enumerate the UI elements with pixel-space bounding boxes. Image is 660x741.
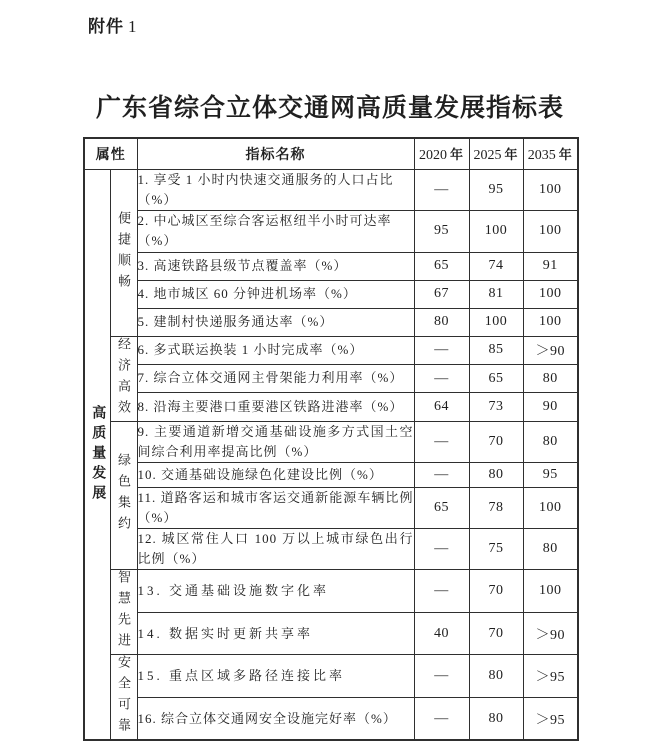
table-row-10 <box>84 462 578 487</box>
indicator-name-11: 11. 道路客运和城市客运交通新能源车辆比例（%） <box>137 487 414 528</box>
value-2025-row3: 74 <box>469 252 523 280</box>
value-2035-row4: 100 <box>523 280 578 308</box>
value-2025-row15: 80 <box>469 655 523 698</box>
value-2025-row12: 75 <box>469 529 523 570</box>
value-2035-row11: 100 <box>523 487 578 528</box>
attachment-label <box>88 12 138 37</box>
value-2020-row5: 80 <box>414 308 469 336</box>
indicator-name-13: 13. 交通基础设施数字化率 <box>137 570 414 613</box>
table-row-11 <box>84 487 578 528</box>
table-row-5 <box>84 308 578 336</box>
value-2020-row3: 65 <box>414 252 469 280</box>
value-2020-row1: — <box>414 170 469 211</box>
indicator-name-12: 12. 城区常住人口 100 万以上城市绿色出行比例（%） <box>137 529 414 570</box>
value-2025-row9: 70 <box>469 421 523 462</box>
value-2035-row3: 91 <box>523 252 578 280</box>
value-2025-row16: 80 <box>469 698 523 741</box>
table-row-7 <box>84 364 578 392</box>
value-2020-row6: — <box>414 336 469 364</box>
table-row-4 <box>84 280 578 308</box>
value-2035-row15: ＞95 <box>523 655 578 698</box>
value-2035-row7: 80 <box>523 364 578 392</box>
attribute-main-cell <box>84 170 110 741</box>
value-2020-row4: 67 <box>414 280 469 308</box>
col-header-year-2025 <box>469 138 523 170</box>
col-header-indicator-name: 指标名称 <box>137 138 414 170</box>
indicator-name-7: 7. 综合立体交通网主骨架能力利用率（%） <box>137 364 414 392</box>
value-2035-row10: 95 <box>523 462 578 487</box>
table-row-1 <box>84 170 578 211</box>
col-header-attribute: 属性 <box>84 138 137 170</box>
value-2025-row6: 85 <box>469 336 523 364</box>
table-row-9 <box>84 421 578 462</box>
value-2025-row14: 70 <box>469 612 523 655</box>
value-2035-row9: 80 <box>523 421 578 462</box>
attribute-group-cell-3 <box>110 421 137 570</box>
col-header-year-2035 <box>523 138 578 170</box>
value-2020-row2: 95 <box>414 211 469 252</box>
attribute-group-label-1: 便捷顺畅 <box>116 210 131 295</box>
value-2020-row16: — <box>414 698 469 741</box>
year-2025-unit: 年 <box>504 147 519 162</box>
year-2035-unit: 年 <box>558 147 573 162</box>
value-2025-row13: 70 <box>469 570 523 613</box>
attribute-group-cell-2 <box>110 336 137 421</box>
value-2020-row9: — <box>414 421 469 462</box>
attachment-prefix: 附件 <box>88 17 124 36</box>
attribute-group-label-5: 安全可靠 <box>116 655 131 740</box>
value-2020-row10: — <box>414 462 469 487</box>
indicator-name-3: 3. 高速铁路县级节点覆盖率（%） <box>137 252 414 280</box>
indicator-table <box>83 137 579 741</box>
indicator-name-6: 6. 多式联运换装 1 小时完成率（%） <box>137 336 414 364</box>
indicator-name-5: 5. 建制村快递服务通达率（%） <box>137 308 414 336</box>
indicator-name-9: 9. 主要通道新增交通基础设施多方式国土空间综合利用率提高比例（%） <box>137 421 414 462</box>
value-2020-row14: 40 <box>414 612 469 655</box>
value-2025-row1: 95 <box>469 170 523 211</box>
value-2020-row8: 64 <box>414 393 469 421</box>
indicator-name-14: 14. 数据实时更新共享率 <box>137 612 414 655</box>
value-2020-row13: — <box>414 570 469 613</box>
value-2035-row2: 100 <box>523 211 578 252</box>
value-2035-row14: ＞90 <box>523 612 578 655</box>
value-2025-row10: 80 <box>469 462 523 487</box>
indicator-name-2: 2. 中心城区至综合客运枢纽半小时可达率（%） <box>137 211 414 252</box>
table-header-row <box>84 138 578 170</box>
year-2020-number: 2020 <box>418 148 447 163</box>
value-2035-row13: 100 <box>523 570 578 613</box>
value-2035-row6: ＞90 <box>523 336 578 364</box>
table-row-13 <box>84 570 578 613</box>
table-row-2 <box>84 211 578 252</box>
table-row-15 <box>84 655 578 698</box>
value-2035-row16: ＞95 <box>523 698 578 741</box>
value-2025-row4: 81 <box>469 280 523 308</box>
year-2025-number: 2025 <box>473 148 502 163</box>
indicator-name-16: 16. 综合立体交通网安全设施完好率（%） <box>137 698 414 741</box>
value-2025-row8: 73 <box>469 393 523 421</box>
attribute-group-label-2: 经济高效 <box>116 336 131 421</box>
col-header-year-2020 <box>414 138 469 170</box>
attribute-group-label-4: 智慧先进 <box>116 570 131 655</box>
table-row-8 <box>84 393 578 421</box>
indicator-name-4: 4. 地市城区 60 分钟进机场率（%） <box>137 280 414 308</box>
value-2025-row11: 78 <box>469 487 523 528</box>
indicator-name-10: 10. 交通基础设施绿色化建设比例（%） <box>137 462 414 487</box>
attribute-group-cell-4 <box>110 570 137 655</box>
table-row-12 <box>84 529 578 570</box>
year-2035-number: 2035 <box>527 148 556 163</box>
value-2020-row15: — <box>414 655 469 698</box>
value-2020-row7: — <box>414 364 469 392</box>
attribute-group-label-3: 绿色集约 <box>116 453 131 538</box>
indicator-name-1: 1. 享受 1 小时内快速交通服务的人口占比（%） <box>137 170 414 211</box>
indicator-name-15: 15. 重点区域多路径连接比率 <box>137 655 414 698</box>
table-row-14 <box>84 612 578 655</box>
value-2025-row5: 100 <box>469 308 523 336</box>
attribute-group-cell-1 <box>110 170 137 337</box>
value-2035-row12: 80 <box>523 529 578 570</box>
indicator-name-8: 8. 沿海主要港口重要港区铁路进港率（%） <box>137 393 414 421</box>
table-row-3 <box>84 252 578 280</box>
table-row-16 <box>84 698 578 741</box>
attribute-main-label: 高质量发展 <box>90 404 106 505</box>
value-2025-row2: 100 <box>469 211 523 252</box>
value-2035-row1: 100 <box>523 170 578 211</box>
value-2020-row12: — <box>414 529 469 570</box>
value-2035-row8: 90 <box>523 393 578 421</box>
page-title: 广东省综合立体交通网高质量发展指标表 <box>95 95 564 122</box>
year-2020-unit: 年 <box>449 147 464 162</box>
attachment-number: 1 <box>128 17 138 36</box>
attribute-group-cell-5 <box>110 655 137 741</box>
value-2020-row11: 65 <box>414 487 469 528</box>
table-row-6 <box>84 336 578 364</box>
value-2025-row7: 65 <box>469 364 523 392</box>
value-2035-row5: 100 <box>523 308 578 336</box>
